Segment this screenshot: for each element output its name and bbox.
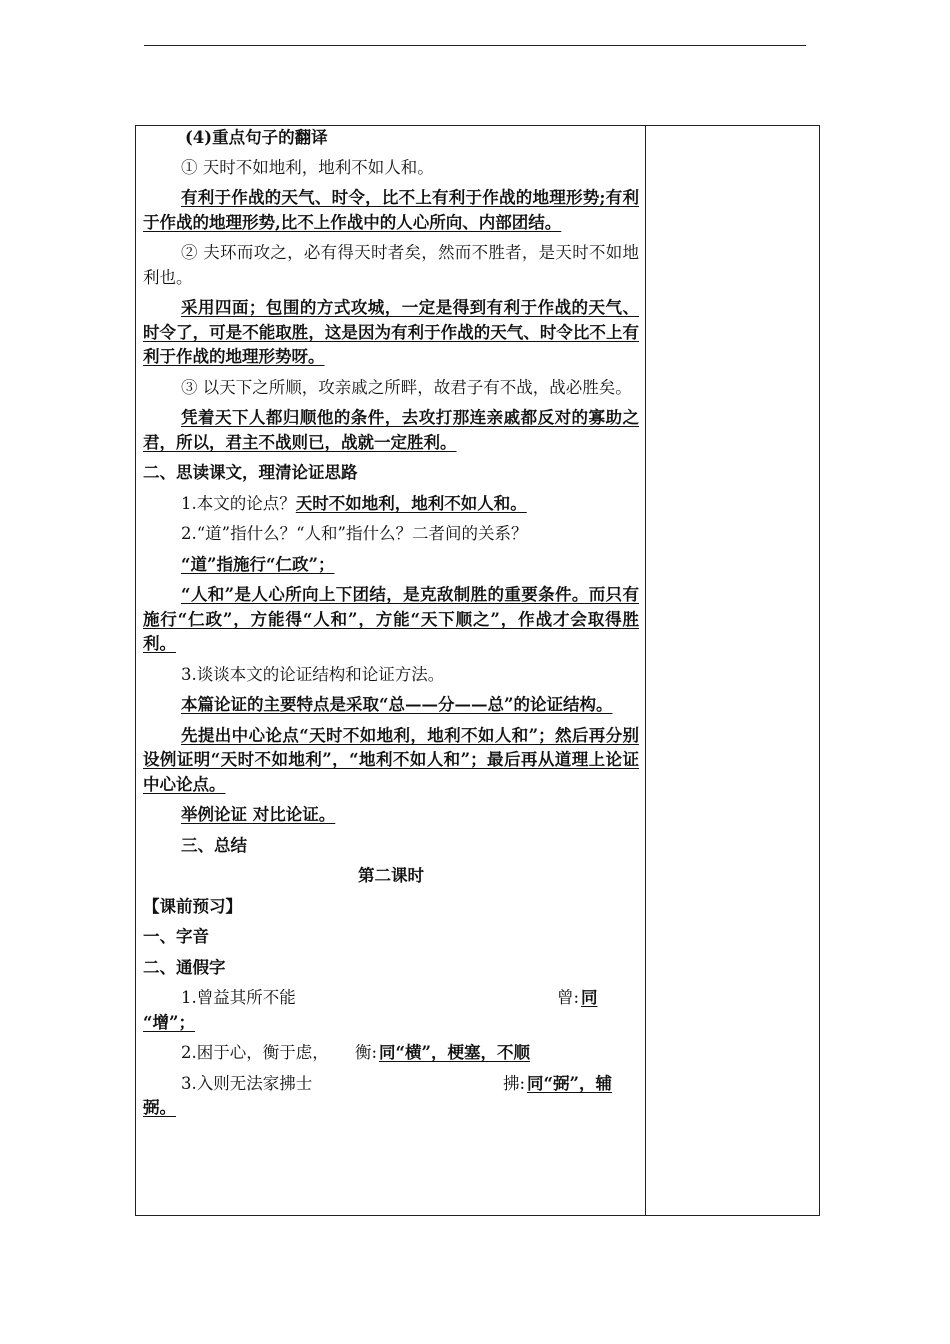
question-1-text: 1.本文的论点？ xyxy=(181,493,296,513)
tongjia-3-answer-a: 同“弼”，辅 xyxy=(527,1073,612,1093)
sentence-translation-1 xyxy=(143,186,639,235)
tongjia-1-answer-a: 同 xyxy=(581,988,598,1007)
tongjia-1-answer-b: “增”； xyxy=(143,1012,195,1032)
translation-text-2: 采用四面；包围的方式攻城，一定是得到有利于作战的天气、时令了，可是不能取胜，这是因为有利于作战的天气、时令比不上有利于作战的地理形势呀。 xyxy=(143,298,639,366)
part2-heading: 二、思读课文，理清论证思路 xyxy=(143,463,358,482)
question-2-answer-b-row xyxy=(143,583,639,657)
question-3-answer-c: 举例论证 对比论证。 xyxy=(181,805,336,824)
header-rule xyxy=(144,45,806,46)
translation-text-3: 凭着天下人都归顺他的条件，去攻打那连亲戚都反对的寡助之君，所以，君主不战则已，战就一定胜利。 xyxy=(143,408,639,452)
lesson2-title: 第二课时 xyxy=(358,866,424,885)
tongjia-1-answer-b-row xyxy=(143,1011,639,1036)
tongjia-item-1 xyxy=(143,986,639,1011)
preview-heading: 【课前预习】 xyxy=(143,896,242,916)
section-title: (4)重点句子的翻译 xyxy=(185,128,328,147)
question-2-answer-b: “人和”是人心所向上下团结，是克敌制胜的重要条件。而只有施行“仁政”，方能得“人和”，方能“天下顺之”，作战才会取得胜利。 xyxy=(143,585,639,653)
question-3-answer-a-row xyxy=(143,693,639,718)
tongjia-2-answer: 同“横”，梗塞，不顺 xyxy=(379,1043,530,1062)
question-3: 3.谈谈本文的论证结构和论证方法。 xyxy=(181,664,445,684)
tongjia-item-3 xyxy=(143,1072,639,1097)
sentence-translation-3 xyxy=(143,406,639,455)
tongjia-item-2 xyxy=(143,1041,639,1066)
sentence-original-3: ③ 以天下之所顺，攻亲戚之所畔，故君子有不战，战必胜矣。 xyxy=(181,377,632,397)
question-3-answer-a: 本篇论证的主要特点是采取“总——分——总”的论证结构。 xyxy=(181,695,613,714)
tongjia-1-text: 1.曾益其所不能 xyxy=(181,988,296,1007)
question-1 xyxy=(143,492,639,517)
tongjia-3-text: 3.入则无法家拂士 xyxy=(181,1073,313,1093)
tongjia-2-text: 2.困于心，衡于虑， xyxy=(181,1043,329,1062)
translation-text-1: 有利于作战的天气、时令，比不上有利于作战的地理形势;有利于作战的地理形势,比不上作战中的人心所向、内部团结。 xyxy=(143,188,639,232)
tongjia-heading: 二、通假字 xyxy=(143,957,226,977)
question-1-answer: 天时不如地利，地利不如人和。 xyxy=(295,493,527,513)
sentence-translation-2 xyxy=(143,296,639,370)
sentence-original-2: ② 夫环而攻之，必有得天时者矣，然而不胜者，是天时不如地利也。 xyxy=(143,243,639,287)
lesson-content-cell xyxy=(143,126,639,1127)
question-3-answer-b-row xyxy=(143,724,639,798)
tongjia-3-char: 拂: xyxy=(503,1073,526,1093)
table-column-divider xyxy=(645,125,646,1216)
tongjia-1-char: 曾: xyxy=(557,988,580,1007)
pronunciation-heading: 一、字音 xyxy=(143,927,209,946)
question-2: 2.“道”指什么？“人和”指什么？二者间的关系？ xyxy=(181,524,528,543)
question-2-answer-a: “道”指施行“仁政”； xyxy=(181,554,335,574)
question-3-answer-b: 先提出中心论点“天时不如地利，地利不如人和”；然后再分别设例证明“天时不如地利”，“地利不如人和”；最后再从道理上论证中心论点。 xyxy=(143,725,639,794)
sentence-original-1: ① 天时不如地利，地利不如人和。 xyxy=(181,157,434,177)
tongjia-3-answer-b: 弼。 xyxy=(143,1098,176,1117)
tongjia-2-char: 衡: xyxy=(355,1043,378,1062)
tongjia-3-answer-b-row xyxy=(143,1096,639,1121)
question-3-answer-c-row xyxy=(143,803,639,828)
part3-heading: 三、总结 xyxy=(181,835,247,855)
question-2-answer-a-row xyxy=(143,553,639,578)
